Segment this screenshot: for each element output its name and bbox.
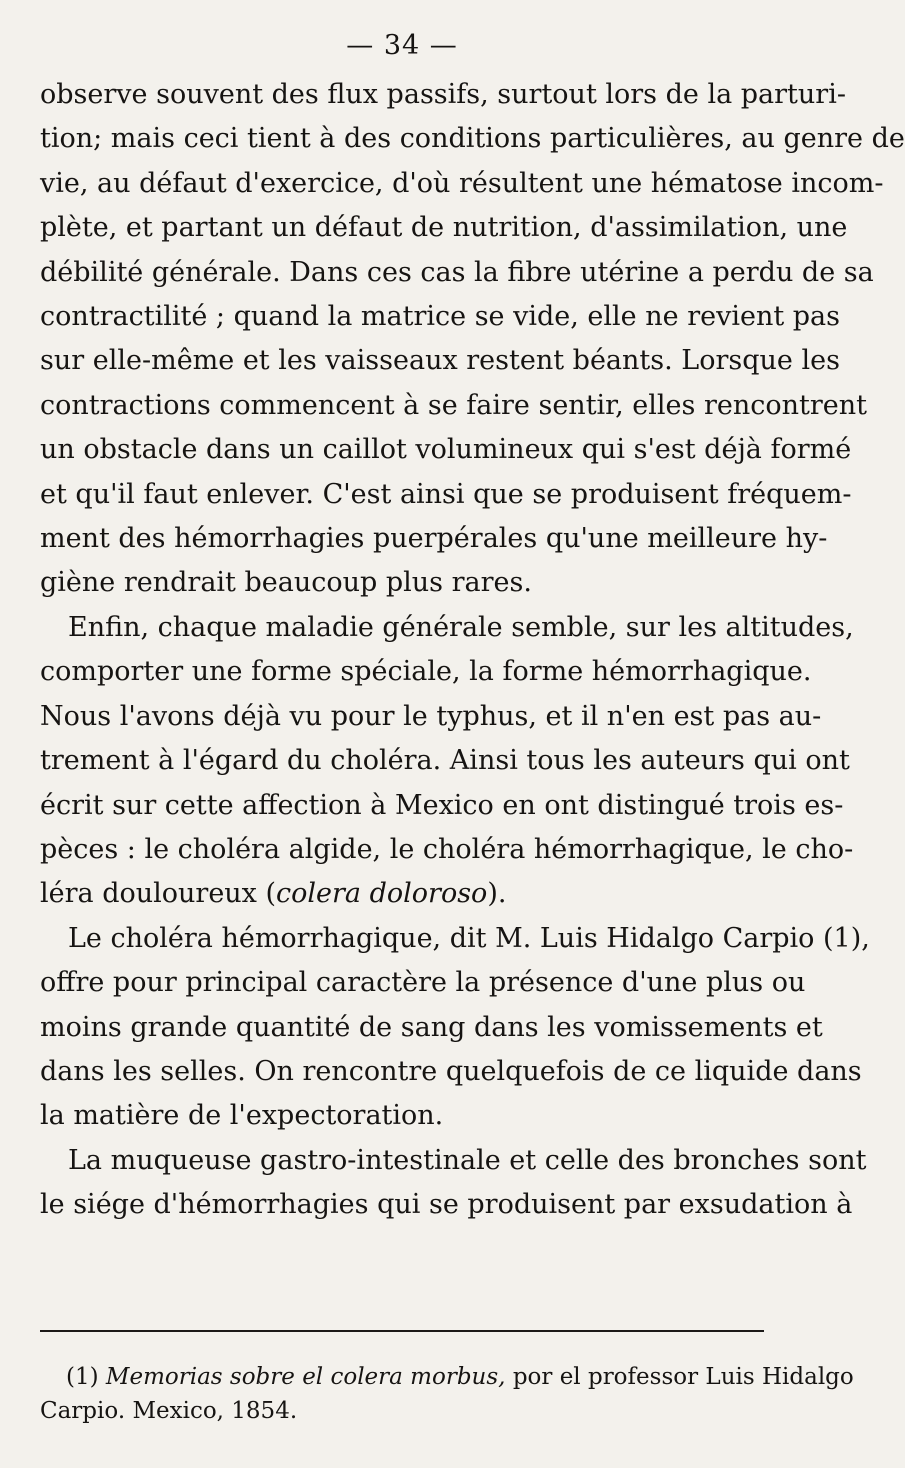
body-text <box>40 73 905 1228</box>
text-line: Le choléra hémorrhagique, dit M. Luis Hidalgo Carpio (1), <box>68 922 870 954</box>
text-line: débilité générale. Dans ces cas la fibre utérine a perdu de sa <box>40 256 874 288</box>
text-line: pèces : le choléra algide, le choléra hémorrhagique, le cho- <box>40 833 854 865</box>
footnote-text: por el professor Luis Hidalgo <box>512 1364 854 1390</box>
page-number: — 34 — <box>346 30 458 61</box>
text-line: moins grande quantité de sang dans les vomissements et <box>40 1011 823 1043</box>
text-line: contractilité ; quand la matrice se vide, elle ne revient pas <box>40 301 841 333</box>
text-line: La muqueuse gastro-intestinale et celle des bronches sont <box>68 1144 867 1176</box>
text-line: offre pour principal caractère la présence d'une plus ou <box>40 967 806 999</box>
text-line: Enfin, chaque maladie générale semble, sur les altitudes, <box>68 611 854 643</box>
text-line: un obstacle dans un caillot volumineux qui s'est déjà formé <box>40 434 852 466</box>
text-line: observe souvent des flux passifs, surtout lors de la parturi- <box>40 79 846 110</box>
footnote-marker: (1) <box>66 1364 99 1390</box>
text-line: la matière de l'expectoration. <box>40 1100 444 1132</box>
footnote <box>40 1360 854 1428</box>
text-line: ment des hémorrhagies puerpérales qu'une meilleure hy- <box>40 523 828 555</box>
footnote-line: Carpio. Mexico, 1854. <box>40 1398 298 1424</box>
text-line: tion; mais ceci tient à des conditions particulières, au genre de <box>40 123 905 155</box>
text-line: le siége d'hémorrhagies qui se produisent par exsudation à <box>40 1189 853 1221</box>
text-line: plète, et partant un défaut de nutrition, d'assimilation, une <box>40 212 848 244</box>
text-line: giène rendrait beaucoup plus rares. <box>40 567 532 599</box>
text-line: écrit sur cette affection à Mexico en ont distingué trois es- <box>40 789 844 821</box>
footnote-rule <box>40 1330 764 1332</box>
text-line: et qu'il faut enlever. C'est ainsi que se produisent fréquem- <box>40 478 852 510</box>
footnote-title: Memorias sobre el colera morbus, <box>105 1364 506 1390</box>
italic-phrase: colera doloroso <box>276 878 488 910</box>
footnote-line <box>40 1360 854 1394</box>
text-line: trement à l'égard du choléra. Ainsi tous les auteurs qui ont <box>40 745 850 777</box>
text-line: léra douloureux (colera doloroso). <box>40 878 507 910</box>
text-line: comporter une forme spéciale, la forme hémorrhagique. <box>40 656 812 688</box>
text-line: contractions commencent à se faire sentir, elles rencontrent <box>40 389 867 421</box>
text-line: dans les selles. On rencontre quelquefois de ce liquide dans <box>40 1055 862 1087</box>
text-line: sur elle-même et les vaisseaux restent béants. Lorsque les <box>40 345 840 377</box>
text-line: Nous l'avons déjà vu pour le typhus, et il n'en est pas au- <box>40 700 822 732</box>
text-line: vie, au défaut d'exercice, d'où résultent une hématose incom- <box>40 167 884 199</box>
